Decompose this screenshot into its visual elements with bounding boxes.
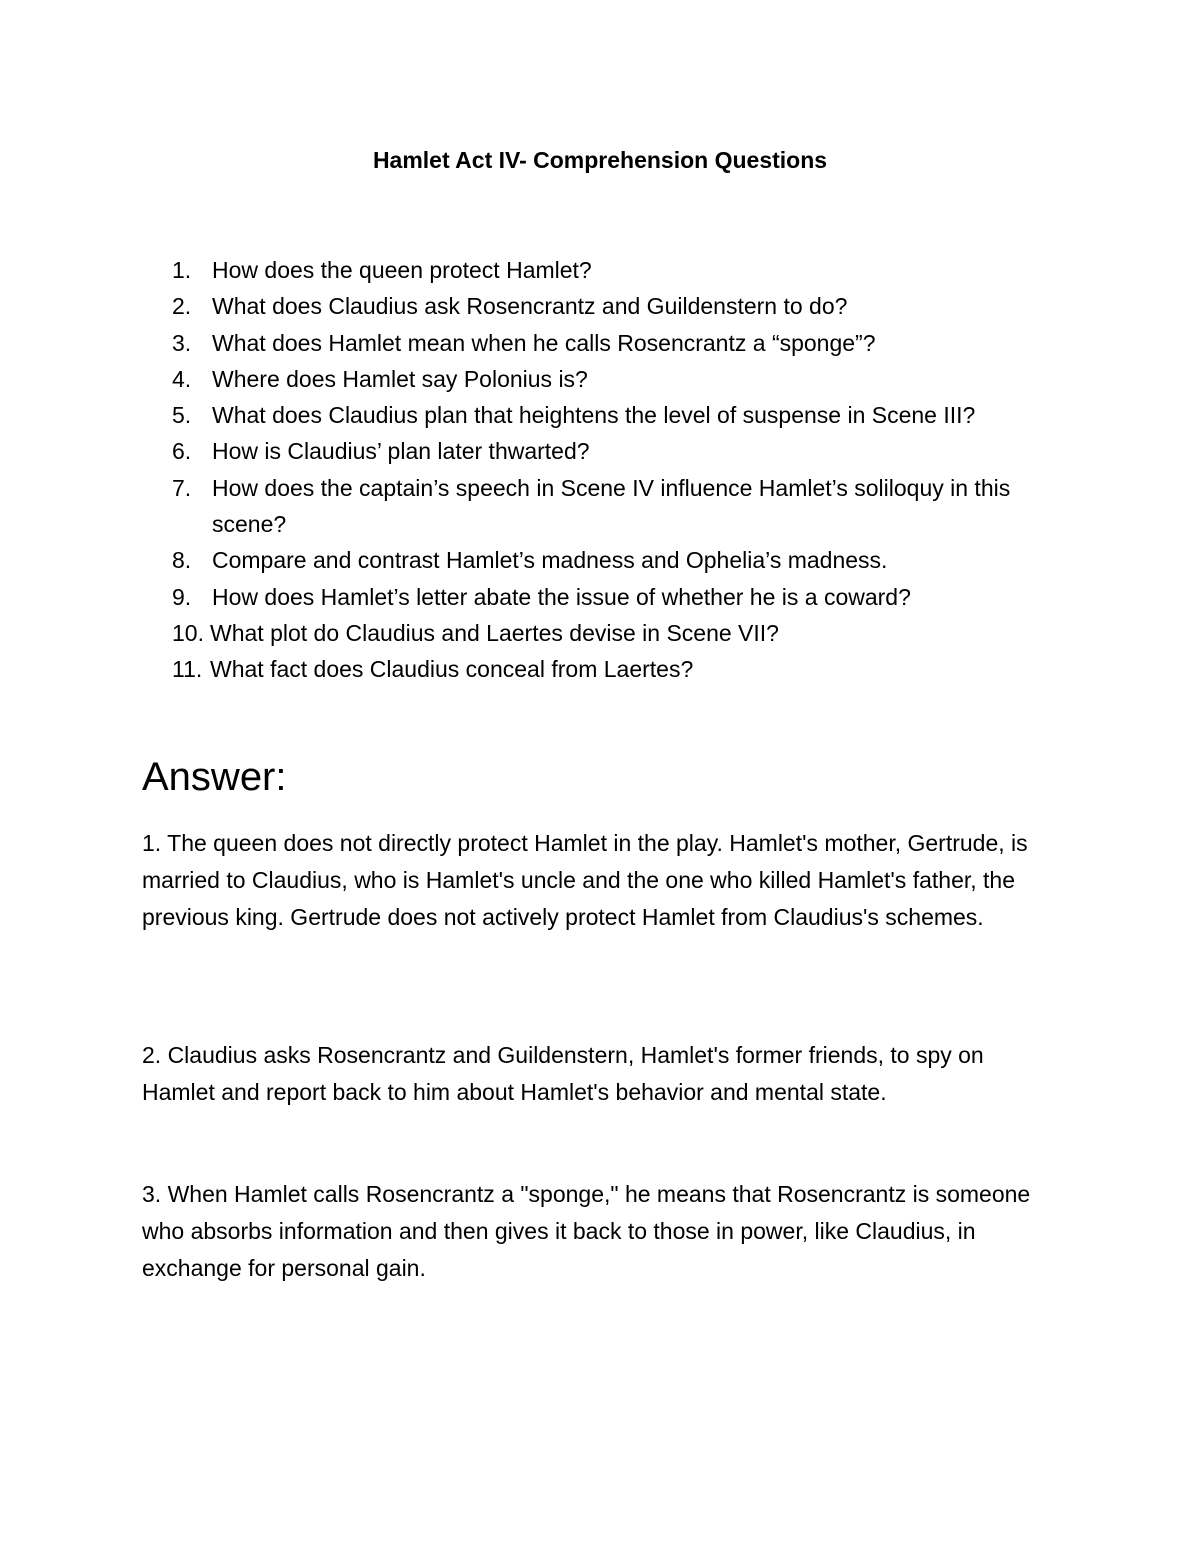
question-number: 6. — [172, 438, 192, 465]
document-title: Hamlet Act IV- Comprehension Questions — [372, 147, 828, 173]
question-text: How does the queen protect Hamlet? — [212, 257, 592, 283]
question-item — [172, 579, 1052, 615]
question-item — [172, 288, 1052, 324]
question-number: 5. — [172, 402, 192, 429]
question-text: Where does Hamlet say Polonius is? — [212, 365, 588, 392]
question-number: 4. — [172, 365, 192, 392]
question-number: 3. — [172, 329, 192, 356]
question-text: How does the captain’s speech in Scene IV influence Hamlet’s soliloquy in this scene? — [212, 474, 1011, 538]
question-item — [172, 252, 1052, 288]
answer-heading: Answer: — [142, 755, 287, 799]
question-item — [172, 651, 1052, 687]
question-number: 8. — [172, 547, 192, 574]
question-number: 1. — [172, 257, 192, 283]
question-text: What does Claudius ask Rosencrantz and Guildenstern to do? — [212, 293, 848, 320]
question-item — [172, 361, 1052, 397]
question-text: Compare and contrast Hamlet’s madness and Ophelia’s madness. — [212, 547, 888, 574]
question-number: 10. — [172, 619, 204, 646]
question-text: How is Claudius’ plan later thwarted? — [212, 438, 590, 465]
question-text: What fact does Claudius conceal from Laertes? — [210, 656, 694, 683]
question-item — [172, 397, 1052, 433]
question-text: What does Hamlet mean when he calls Rosencrantz a “sponge”? — [212, 329, 876, 356]
question-number: 11. — [172, 656, 203, 683]
questions-list — [172, 252, 1052, 688]
question-text: What does Claudius plan that heightens the level of suspense in Scene III? — [212, 402, 976, 429]
question-item — [172, 470, 1052, 543]
question-number: 2. — [172, 293, 192, 320]
question-item — [172, 325, 1052, 361]
question-item — [172, 542, 1052, 578]
answer-paragraph-2: 2. Claudius asks Rosencrantz and Guildenstern, Hamlet's former friends, to spy on Hamlet and report back to him about Hamlet's behavior and mental state. — [142, 1042, 984, 1105]
question-text: What plot do Claudius and Laertes devise in Scene VII? — [210, 619, 779, 646]
question-number: 7. — [172, 474, 192, 501]
answer-paragraph-1: 1. The queen does not directly protect Hamlet in the play. Hamlet's mother, Gertrude, is married to Claudius, who is Hamlet's uncle and the one who killed Hamlet's father, the previous king. Gertrude does not actively protect Hamlet from Claudius's schemes. — [142, 830, 1028, 930]
question-number: 9. — [172, 583, 192, 610]
question-item — [172, 615, 1052, 651]
question-text: How does Hamlet’s letter abate the issue of whether he is a coward? — [212, 583, 911, 610]
question-item — [172, 433, 1052, 469]
answer-paragraph-3: 3. When Hamlet calls Rosencrantz a "sponge," he means that Rosencrantz is someone who absorbs information and then gives it back to those in power, like Claudius, in exchange for personal gain. — [142, 1181, 1031, 1281]
